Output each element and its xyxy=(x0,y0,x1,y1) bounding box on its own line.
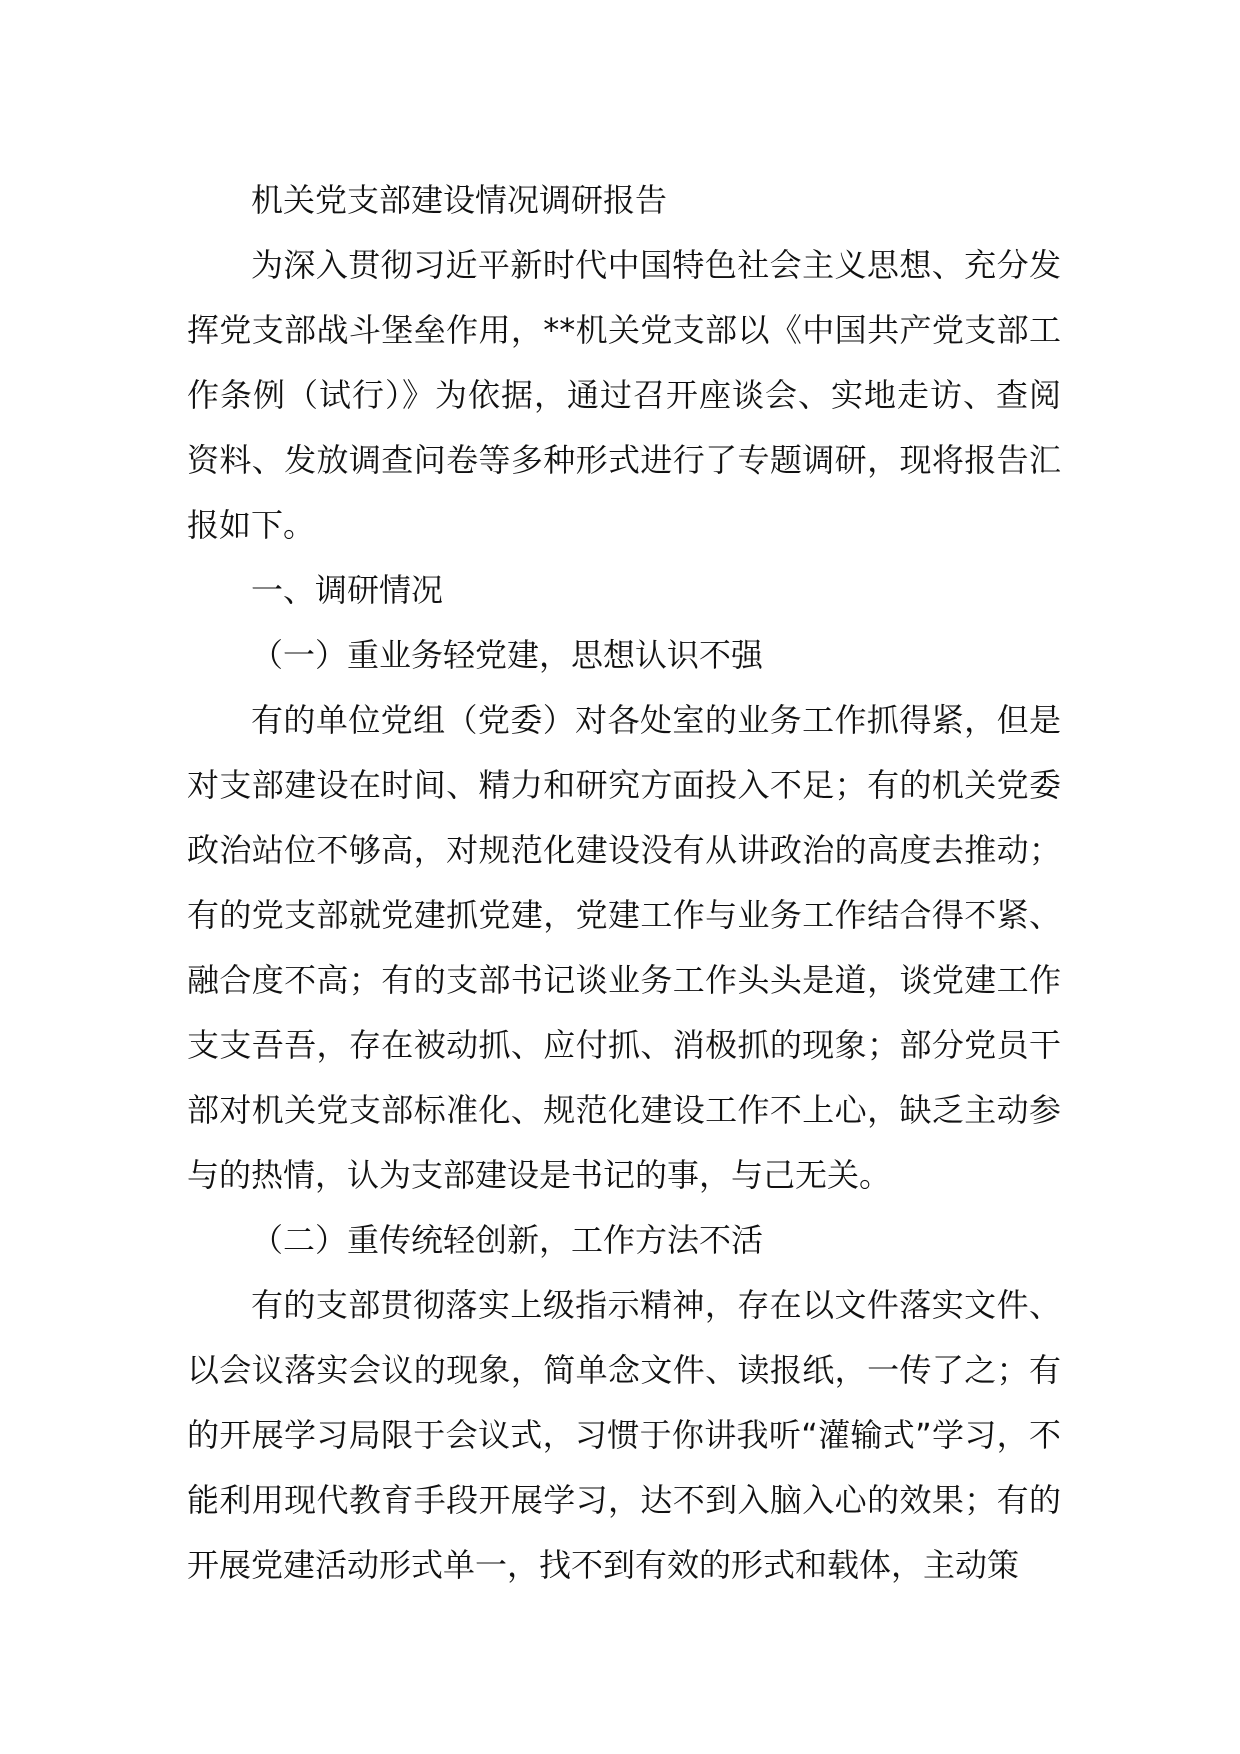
subsection-1-paragraph: 有的单位党组（党委）对各处室的业务工作抓得紧，但是对支部建设在时间、精力和研究方面投入不足；有的机关党委政治站位不够高，对规范化建设没有从讲政治的高度去推动；有的党支部就党建抓党建，党建工作与业务工作结合得不紧、融合度不高；有的支部书记谈业务工作头头是道，谈党建工作支支吾吾，存在被动抓、应付抓、消极抓的现象；部分党员干部对机关党支部标准化、规范化建设工作不上心，缺乏主动参与的热情，认为支部建设是书记的事，与己无关。 xyxy=(187,701,1061,1194)
document-body xyxy=(187,168,1061,1598)
subsection-heading-2: （二）重传统轻创新，工作方法不活 xyxy=(251,1221,764,1259)
section-heading-1: 一、调研情况 xyxy=(251,571,444,609)
intro-paragraph: 为深入贯彻习近平新时代中国特色社会主义思想、充分发挥党支部战斗堡垒作用，**机关党支部以《中国共产党支部工作条例（试行）》为依据，通过召开座谈会、实地走访、查阅资料、发放调查问卷等多种形式进行了专题调研，现将报告汇报如下。 xyxy=(187,246,1061,544)
subsection-2-paragraph: 有的支部贯彻落实上级指示精神，存在以文件落实文件、以会议落实会议的现象，简单念文件、读报纸，一传了之；有的开展学习局限于会议式，习惯于你讲我听“灌输式”学习，不能利用现代教育手段开展学习，达不到入脑入心的效果；有的开展党建活动形式单一，找不到有效的形式和载体，主动策 xyxy=(187,1286,1061,1584)
subsection-heading-1: （一）重业务轻党建，思想认识不强 xyxy=(251,636,764,674)
document-title: 机关党支部建设情况调研报告 xyxy=(251,181,668,219)
